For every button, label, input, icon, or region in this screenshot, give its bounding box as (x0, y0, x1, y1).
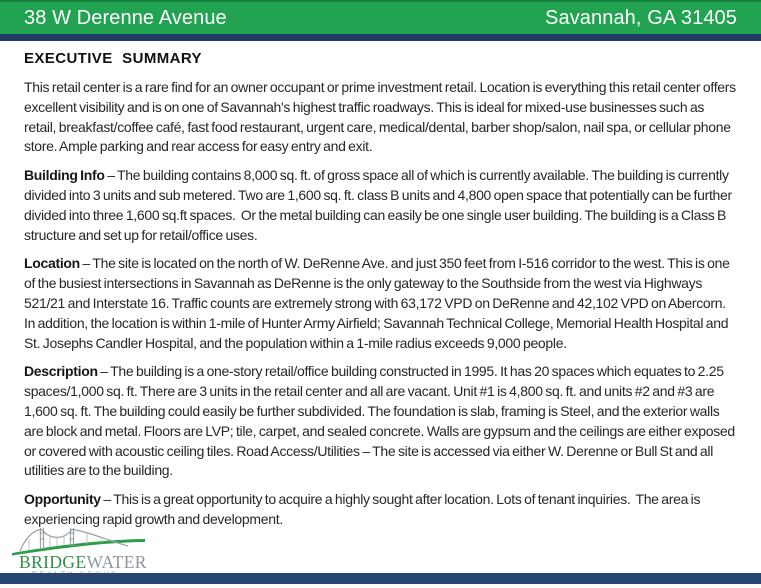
paragraph-location (24, 254, 738, 353)
paragraph-text: – The site is located on the north of W. DeRenne Ave. and just 350 feet from I-516 corridor to the west. This is one of the busiest intersections in Savannah as DeRenne is the only gateway to the Southside from the west via Highways 521/21 and Interstate 16. Traffic counts are extremely strong with 63,172 VPD on DeRenne and 42,102 VPD on Abercorn. In addition, the location is within 1-mile of Hunter Army Airfield; Savannah Technical College, Memorial Health Hospital and St. Josephs Candler Hospital, and the population within a 1-mile radius exceeds 9,000 people. (24, 255, 733, 351)
paragraph-text: – The building contains 8,000 sq. ft. of gross space all of which is currently available. The building is currently divided into 3 units and sub metered. Two are 1,600 sq. ft. class B units and 4,800 open space that potentially can be further divided into three 1,600 sq.ft spaces. Or the metal building can easily be one single user building. The building is a Class B structure and set up for retail/office uses. (24, 167, 735, 243)
paragraph-description (24, 362, 738, 481)
paragraph-lead: Description (24, 363, 98, 380)
logo-wordmark (19, 552, 147, 573)
property-address: 38 W Derenne Avenue (24, 6, 227, 29)
header-bar (0, 0, 761, 34)
section-title: EXECUTIVE SUMMARY (24, 50, 202, 67)
paragraph-building-info (24, 166, 738, 245)
paragraph-overview (24, 78, 738, 157)
paragraph-text: – This is a great opportunity to acquire a highly sought after location. Lots of tenant inquiries. The area is experiencing rapid growth and development. (24, 491, 703, 527)
document-body (0, 41, 761, 539)
property-city-state: Savannah, GA 31405 (545, 6, 737, 29)
footer-bar (0, 573, 761, 584)
paragraph-lead: Opportunity (24, 491, 101, 508)
paragraph-opportunity (24, 490, 738, 530)
paragraph-text: This retail center is a rare find for an owner occupant or prime investment retail. Location is everything this retail center offers excellent visibility and is on one of Savannah's highest traffic roadways. This is ideal for mixed-use businesses such as retail, breakfast/coffee café, fast food restaurant, urgent care, medical/dental, barber shop/salon, nail spa, or cellular phone store. Ample parking and rear access for easy entry and exit. (24, 79, 739, 155)
logo-wordmark-bridge: BRIDGE (19, 552, 87, 572)
paragraph-lead: Location (24, 255, 80, 272)
paragraph-text: – The building is a one-story retail/office building constructed in 1995. It has 20 spaces which equates to 2.25 spaces/1,000 sq. ft. There are 3 units in the retail center and all are vacant. Unit #1 is 4,800 sq. ft. and units #2 and #3 are 1,600 sq. ft. The building could easily be further subdivided. The foundation is slab, framing is Steel, and the exterior walls are block and metal. Floors are LVP; tile, carpet, and sealed concrete. Walls are gypsum and the ceilings are either exposed or covered with acoustic ceiling tiles. Road Access/Utilities – The site is accessed via either W. Derenne or Bull St and all utilities are to the building. (24, 363, 738, 479)
paragraph-lead: Building Info (24, 167, 105, 184)
logo-wordmark-water: WATER (86, 552, 147, 572)
header-divider (0, 34, 761, 41)
